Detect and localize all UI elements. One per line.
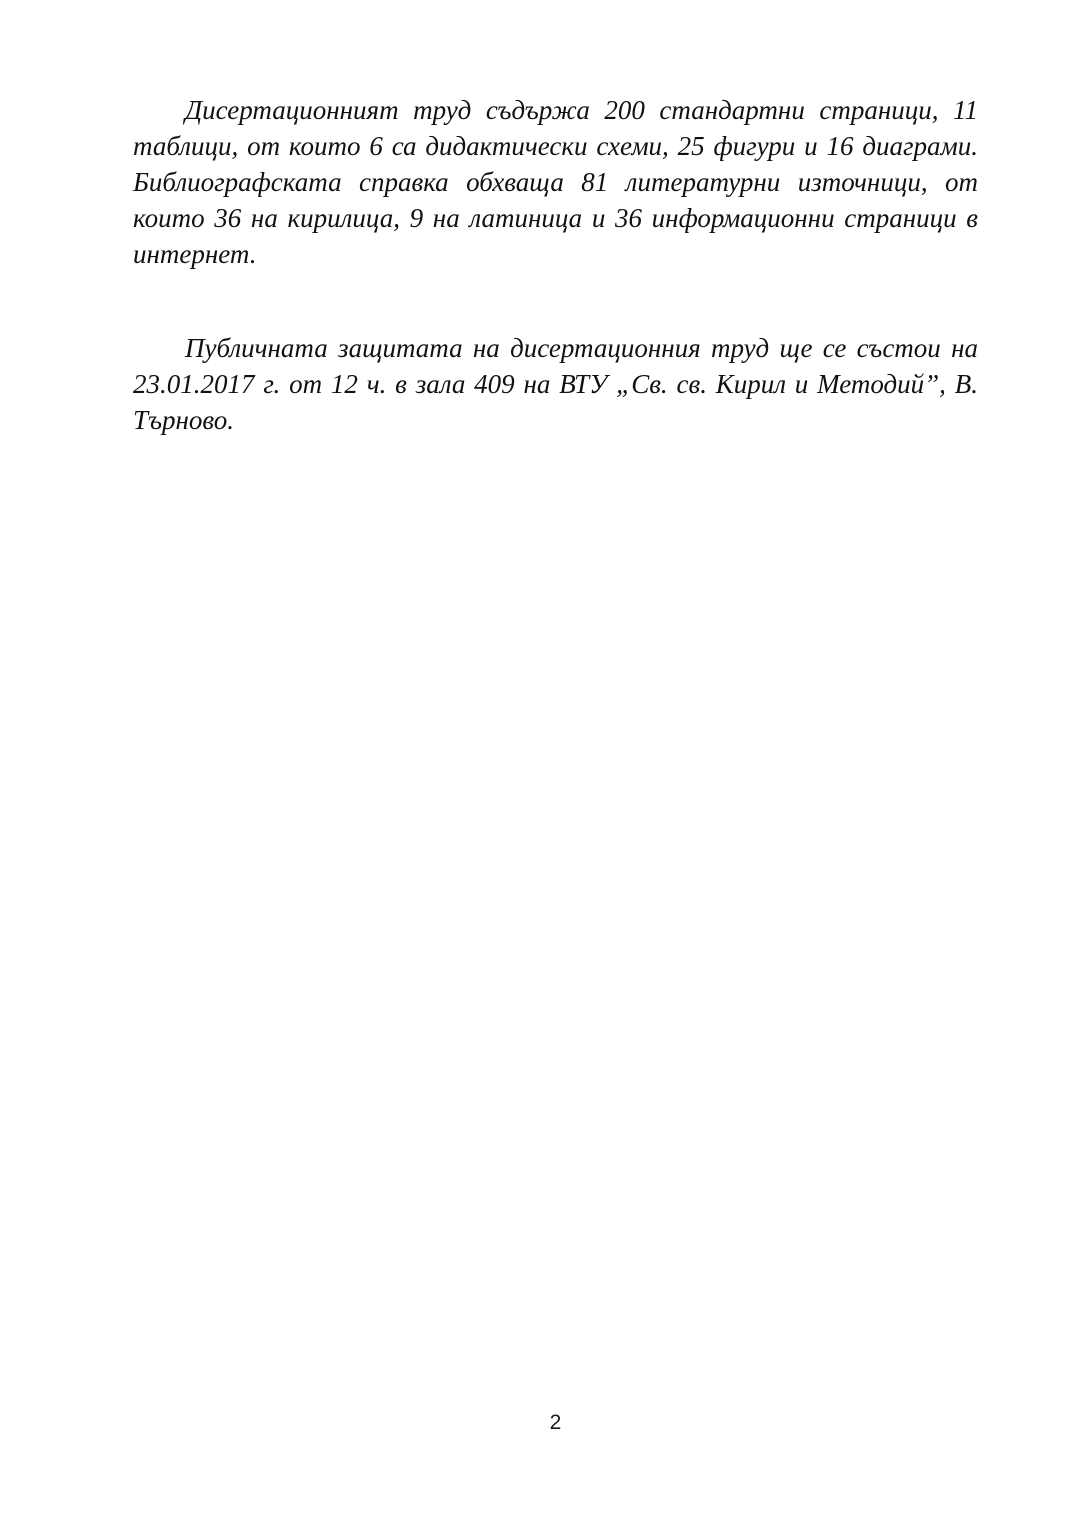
paragraph-dissertation-stats: Дисертационният труд съдържа 200 стандартни страници, 11 таблици, от които 6 са дидактически схеми, 25 фигури и 16 диаграми. Библиографската справка обхваща 81 литературни източници, от които 36 на кирилица, 9 на латиница и 36 информационни страници в интернет. xyxy=(133,95,978,269)
page-footer xyxy=(133,1410,978,1436)
paragraph-defense-announcement: Публичната защитата на дисертационния труд ще се състои на 23.01.2017 г. от 12 ч. в зала 409 на ВТУ „Св. св. Кирил и Методий”, В. Търново. xyxy=(133,333,978,435)
page-body-text xyxy=(133,92,978,438)
page-number: 2 xyxy=(549,1411,562,1434)
